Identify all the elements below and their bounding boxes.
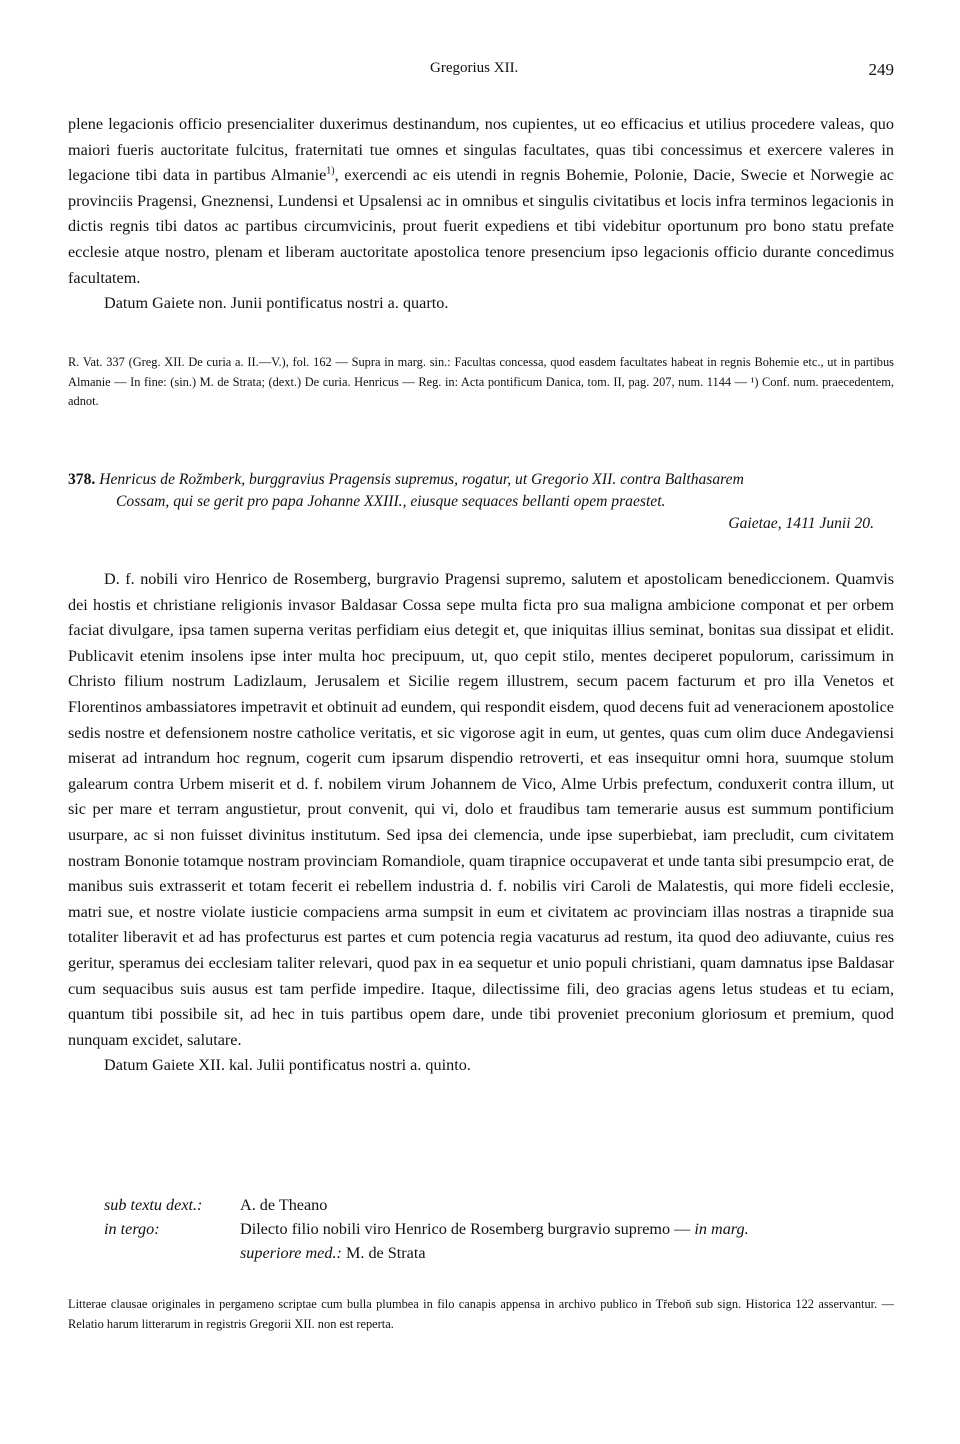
previous-document-apparatus: [68, 353, 894, 412]
document-place-date: Gaietae, 1411 Junii 20.: [728, 515, 874, 532]
note-value: Dilecto filio nobili viro Henrico de Rosemberg burgravio supremo — in marg.: [240, 1220, 749, 1238]
note-sub-textu: [68, 1193, 894, 1217]
document-number: 378.: [68, 471, 96, 488]
document-notes: [68, 1193, 894, 1265]
note-label: in tergo:: [104, 1220, 160, 1238]
previous-document-text: [68, 112, 894, 317]
page-number: 249: [868, 60, 894, 79]
document-summary-line2: Cossam, qui se gerit pro papa Johanne XXIII., eiusque sequaces bellanti opem praestet.: [116, 493, 666, 510]
source-note: [68, 1283, 894, 1347]
running-head: [68, 60, 894, 86]
document-text: [68, 567, 894, 1079]
document-summary-line1: Henricus de Rožmberk, burggravius Pragensis supremus, rogatur, ut Gregorio XII. contra Balthasarem: [99, 471, 744, 488]
previous-document-paragraph: plene legacionis officio presencialiter duxerimus destinandum, nos cupientes, ut eo efficacius et utilius procedere valeas, quo maiori fueris auctoritate fulcitus, fraternitati tue omnes et singulas facultates, quas tibi concessimus et exercere valeres in legacione tibi data in partibus Almanie$^{1)}$, exercendi ac eis utendi in regnis Bohemie, Polonie, Dacie, Swecie et Norwegie ac provinciis Pragensi, Gneznensi, Lundensi et Upsalensi ac in omnibus et singulis civitatibus et locis infra terminos legacionis in dictis regnis tibi datos ac partibus circumvicinis, prout fuerit expediens et tibi videbitur oportunum pro bono statu prefate ecclesie atque nostro, plenam et liberam auctoritate apostolica tenore presencium ipso legacionis officio durante concedimus facultatem.: [68, 115, 894, 287]
document-body: D. f. nobili viro Henrico de Rosemberg, burgravio Pragensi supremo, salutem et apostolicam benediccionem. Quamvis dei hostis et christiane religionis invasor Baldasar Cossa sepe multa ficta pro sua maligna ambicione componat et per orbem faciat divulgare, ipsa tamen superna veritas perfidiam eius detegit et, que iniquitas illius seminat, bonitas sua dissipat et elidit. Publicavit etenim insolens ipse inter multa hoc precipuum, ut, quo cepit stilo, mentes deciperet populorum, carissimum in Christo filium nostrum Ladizlaum, Jerusalem et Sicilie regem illustrem, secum pacem facturum et pro illa Venetos et Florentinos ambassiatores impetravit et obtinuit ad eundem, qui respondit eisdem, quod decens fuit ad veneracionem apostolice sedis nostre et defensionem nostre catholice veritatis, et sic vigorose agit in eum, ut gentes, quas cum olim duce Andegaviensi miserat ad intrandum hoc regnum, cogerit cum ipsarum dispendio retroverti, et eas insequitur omni hora, suumque stolum galearum contra Urbem miserit et d. f. nobilem virum Johannem de Vico, Alme Urbis prefectum, conduxerit contra illum, ut sic per mare et terram angustietur, prout convenit, qui vi, dolo et fraudibus tam temerarie ausus est summum pontificium usurpare, ac si non fuisset divinitus institutum. Sed ipsa dei clemencia, unde ipse superbiebat, iam precludit, cum civitatem nostram Bononie totamque nostram provinciam Romandiole, quam tirapnice occupaverat et unde tanta sibi presumpcio erat, de manibus suis extrasserit et totam fecerit ei rebellem industria d. f. nobilis viri Caroli de Malatestis, qui more fideli ecclesie, matri sue, et nostre violate iusticie compaciens arma sumpsit in eum et civitatem ac provinciam illas nostras a tirapnide sua totaliter liberavit et ad has profecturus est partes et cum potencia regia vacaturus ad restum, ita quod deo adiuvante, cuius res geritur, speramus dei ecclesiam taliter relevari, quod pax in ea sequetur et unio populi christiani, quam damnatus ipse Baldasar cum sequacibus suis ausus est tam perfide impedire. Itaque, dilectissime fili, deo gracias agens letus studeas et tu eciam, quantum tibi possibile sit, ad hec in tuis partibus opem dare, unde tibi proveniet preconium gloriosum et premium, quod nunquam excidet, salutare.: [68, 570, 894, 1049]
note-label: sub textu dext.:: [104, 1196, 203, 1214]
source-note-text: Litterae clausae originales in pergameno scriptae cum bulla plumbea in filo canapis appensa in archivo publico in Třeboň sub sign. Historica 122 asservantur. — Relatio harum litterarum in registris Gregorii XII. non est reperta.: [68, 1297, 894, 1331]
note-value: superiore med.: M. de Strata: [240, 1244, 426, 1262]
footnote-mark: 1): [326, 165, 335, 177]
note-superiore: [68, 1241, 894, 1265]
note-in-tergo: [68, 1217, 894, 1241]
document-dating: Datum Gaiete XII. kal. Julii pontificatus nostri a. quinto.: [104, 1056, 471, 1075]
document-heading: [68, 469, 894, 535]
previous-document-dating: Datum Gaiete non. Junii pontificatus nostri a. quarto.: [104, 294, 449, 313]
running-title: Gregorius XII.: [430, 60, 519, 76]
note-value: A. de Theano: [240, 1196, 328, 1214]
apparatus-text: R. Vat. 337 (Greg. XII. De curia a. II.—V.), fol. 162 — Supra in marg. sin.: Facultas concessa, quod easdem facultates habeat in regnis Bohemie etc., ut in partibus Almanie — In fine: (sin.) M. de Strata; (dext.) De curia. Henricus — Reg. in: Acta pontificum Danica, tom. II, pag. 207, num. 1144 — ¹) Conf. num. praecedentem, adnot.: [68, 355, 894, 408]
